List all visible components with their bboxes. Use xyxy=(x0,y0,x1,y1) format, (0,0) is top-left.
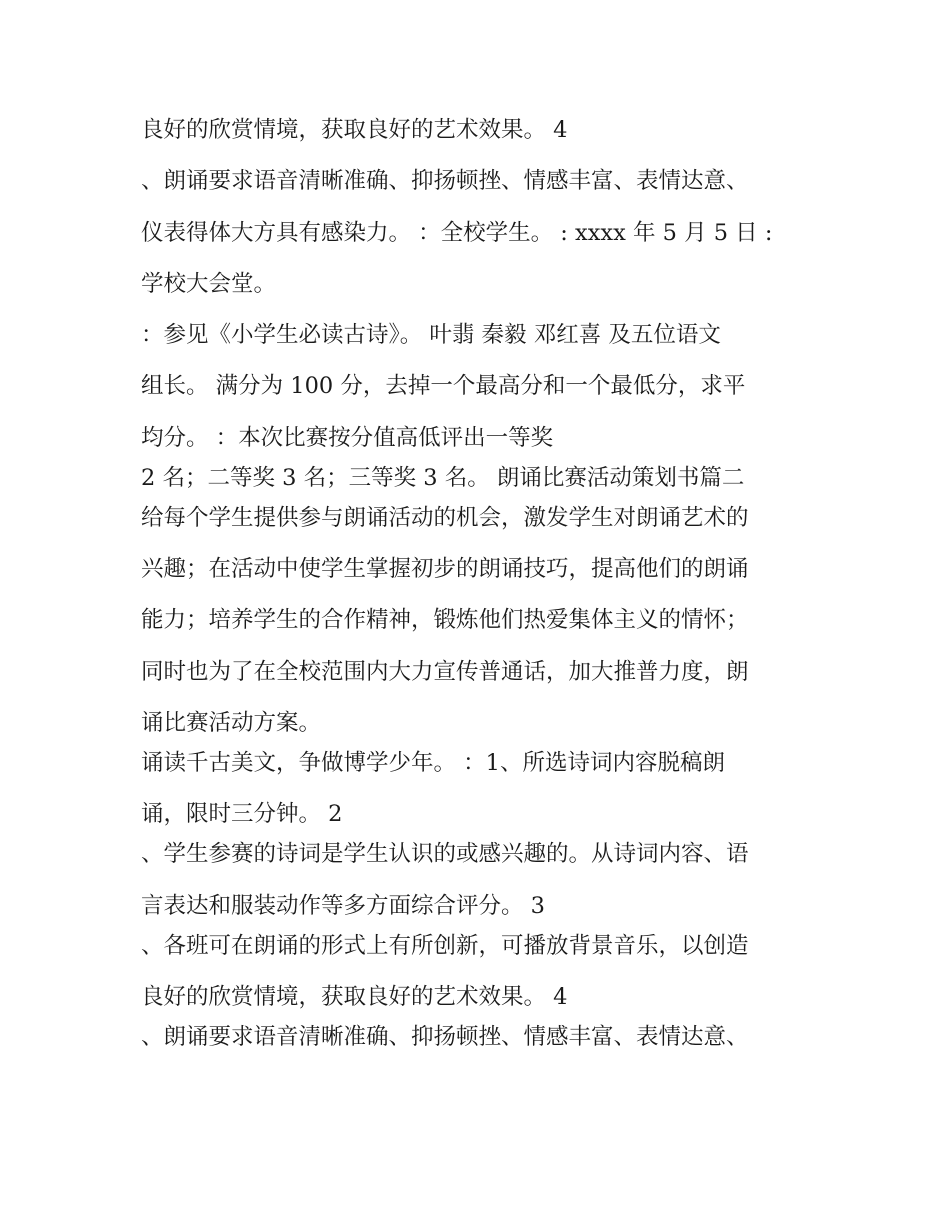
text-line-2: 、朗诵要求语音清晰准确、抑扬顿挫、情感丰富、表情达意、 xyxy=(141,168,749,195)
text-line-7: 均分。 ：本次比赛按分值高低评出一等奖 xyxy=(141,424,554,451)
text-line-6: 组长。 满分为 100 分，去掉一个最高分和一个最低分，求平 xyxy=(141,373,746,400)
text-line-8: 2 名；二等奖 3 名；三等奖 3 名。 朗诵比赛活动策划书篇二 xyxy=(141,464,745,491)
text-line-9: 给每个学生提供参与朗诵活动的机会，激发学生对朗诵艺术的 xyxy=(141,504,749,531)
text-line-1: 良好的欣赏情境，获取良好的艺术效果。 4 xyxy=(141,117,568,143)
text-line-14: 诵读千古美文，争做博学少年。 ：1、所选诗词内容脱稿朗 xyxy=(141,749,725,776)
text-line-5: ：参见《小学生必读古诗》。 叶翡 秦毅 邓红喜 及五位语文 xyxy=(141,322,721,349)
text-line-19: 良好的欣赏情境，获取良好的艺术效果。 4 xyxy=(141,983,568,1010)
text-line-12: 同时也为了在全校范围内大力宣传普通话，加大推普力度，朗 xyxy=(141,658,749,685)
text-line-15: 诵，限时三分钟。 2 xyxy=(141,801,343,828)
document-body xyxy=(141,108,821,1066)
text-line-18: 、各班可在朗诵的形式上有所创新，可播放背景音乐，以创造 xyxy=(141,932,749,959)
text-line-3: 仪表得体大方具有感染力。 ：全校学生。 : xxxx 年 5 月 5 日 : xyxy=(141,219,773,246)
text-line-16: 、学生参赛的诗词是学生认识的或感兴趣的。从诗词内容、语 xyxy=(141,841,749,868)
text-line-10: 兴趣；在活动中使学生掌握初步的朗诵技巧，提高他们的朗诵 xyxy=(141,556,749,583)
text-line-4: 学校大会堂。 xyxy=(141,270,277,297)
text-line-17: 言表达和服装动作等多方面综合评分。 3 xyxy=(141,892,545,919)
text-line-13: 诵比赛活动方案。 xyxy=(141,709,322,736)
text-line-11: 能力；培养学生的合作精神，锻炼他们热爱集体主义的情怀； xyxy=(141,607,749,634)
text-line-20: 、朗诵要求语音清晰准确、抑扬顿挫、情感丰富、表情达意、 xyxy=(141,1023,749,1050)
